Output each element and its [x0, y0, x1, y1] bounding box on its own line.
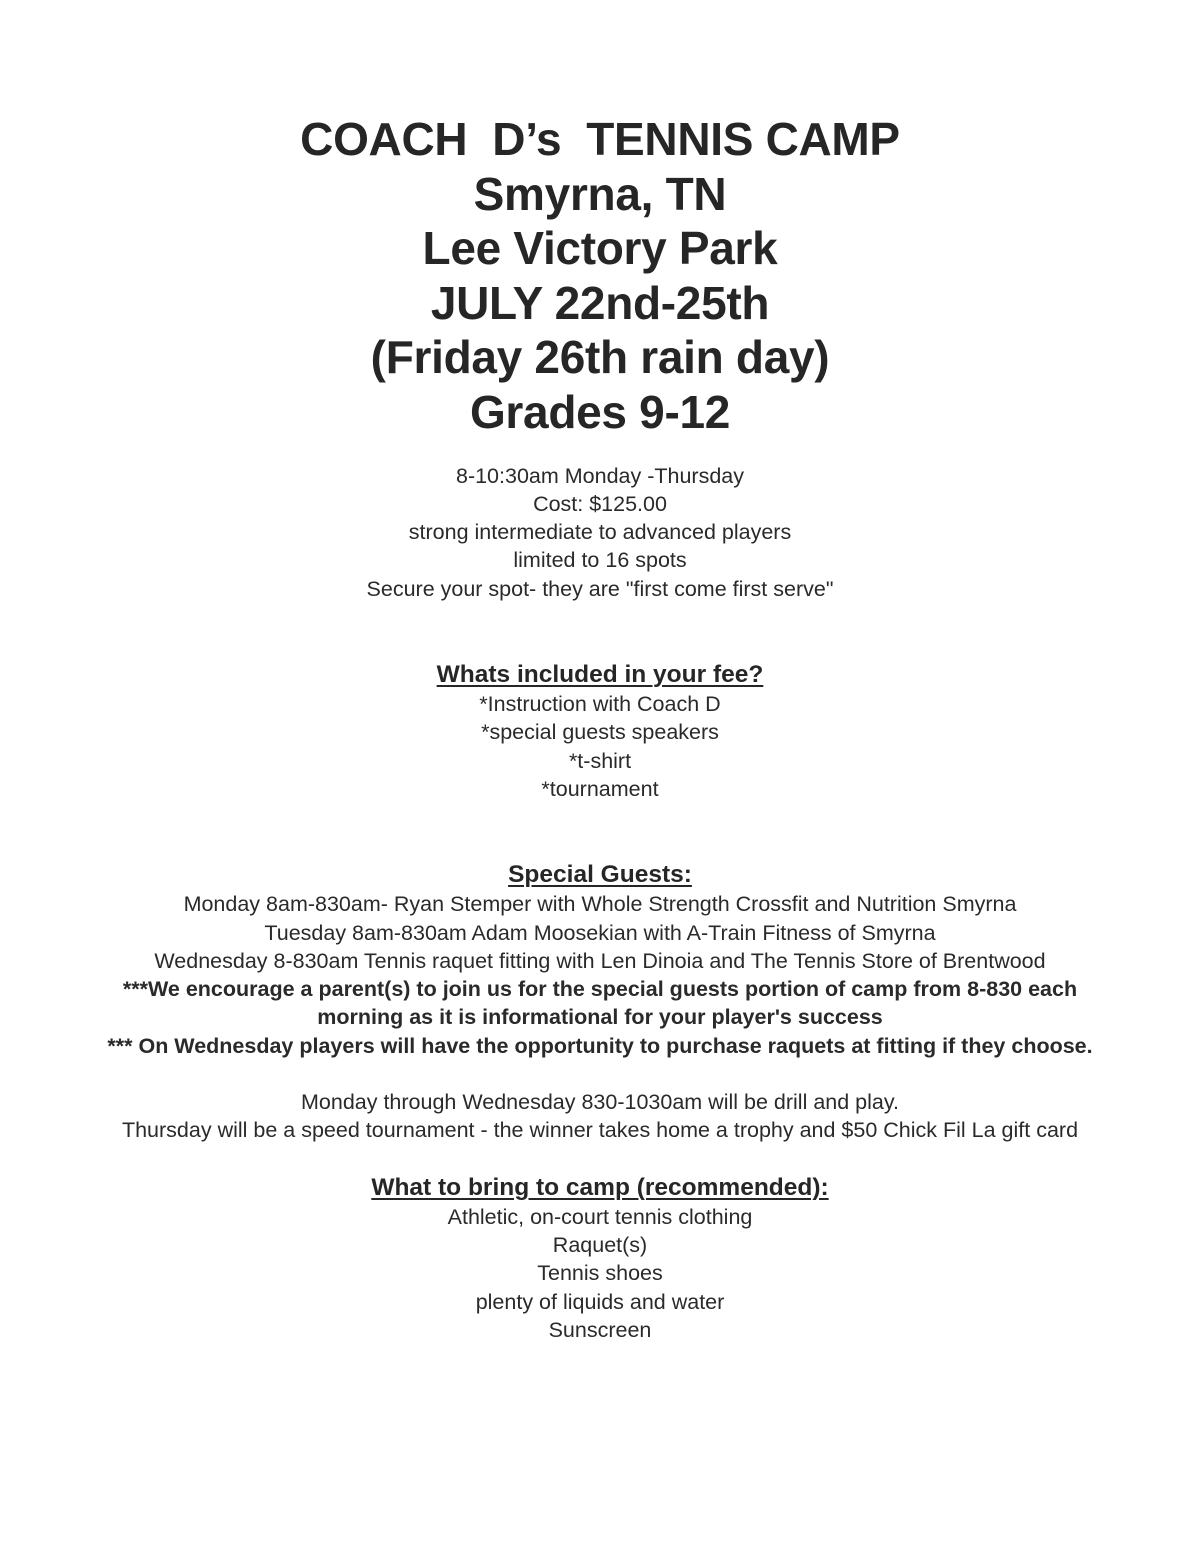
camp-spot-limit: limited to 16 spots — [513, 548, 687, 573]
camp-city: Smyrna, TN — [473, 167, 727, 220]
camp-cost: Cost: $125.00 — [533, 491, 667, 516]
camp-venue: Lee Victory Park — [422, 222, 778, 275]
bring-item: plenty of liquids and water — [475, 1289, 725, 1314]
camp-title-block — [105, 112, 1095, 440]
camp-grades: Grades 9-12 — [469, 385, 731, 438]
camp-secure-note: Secure your spot- they are "first come first serve" — [366, 576, 834, 601]
included-item: *t-shirt — [568, 748, 632, 773]
included-item: *Instruction with Coach D — [479, 692, 721, 717]
camp-dates: JULY 22nd-25th — [430, 276, 770, 329]
included-item: *special guests speakers — [481, 720, 719, 745]
bring-section — [105, 1173, 1095, 1344]
guest-tuesday: Tuesday 8am-830am Adam Moosekian with A-Train Fitness of Smyrna — [264, 920, 936, 945]
schedule-section — [105, 1088, 1095, 1145]
camp-level: strong intermediate to advanced players — [408, 520, 792, 545]
bring-item: Sunscreen — [548, 1317, 652, 1342]
raquet-purchase-note: *** On Wednesday players will have the opportunity to purchase raquets at fitting if they choose. — [107, 1033, 1093, 1058]
camp-time: 8-10:30am Monday -Thursday — [455, 463, 744, 488]
schedule-tournament: Thursday will be a speed tournament - the winner takes home a trophy and $50 Chick Fil La gift card — [121, 1118, 1079, 1143]
bring-heading: What to bring to camp (recommended): — [371, 1173, 829, 1201]
schedule-drills: Monday through Wednesday 830-1030am will be drill and play. — [301, 1090, 899, 1115]
guests-heading: Special Guests: — [508, 861, 692, 889]
included-heading: Whats included in your fee? — [436, 661, 764, 689]
parent-note: ***We encourage a parent(s) to join us for the special guests portion of camp from 8-830 each morning as it is informational for your player's success — [122, 977, 1078, 1030]
included-section — [105, 660, 1095, 803]
camp-info — [105, 462, 1095, 603]
bring-item: Athletic, on-court tennis clothing — [447, 1204, 753, 1229]
guest-wednesday: Wednesday 8-830am Tennis raquet fitting with Len Dinoia and The Tennis Store of Brentwood — [154, 948, 1046, 973]
guest-monday: Monday 8am-830am- Ryan Stemper with Whole Strength Crossfit and Nutrition Smyrna — [183, 892, 1017, 917]
camp-rain-day: (Friday 26th rain day) — [370, 331, 830, 384]
bring-item: Raquet(s) — [552, 1232, 648, 1257]
camp-title: COACH D’s TENNIS CAMP — [300, 113, 900, 165]
guests-section — [105, 860, 1095, 1060]
included-item: *tournament — [541, 776, 659, 801]
bring-item: Tennis shoes — [537, 1261, 663, 1286]
